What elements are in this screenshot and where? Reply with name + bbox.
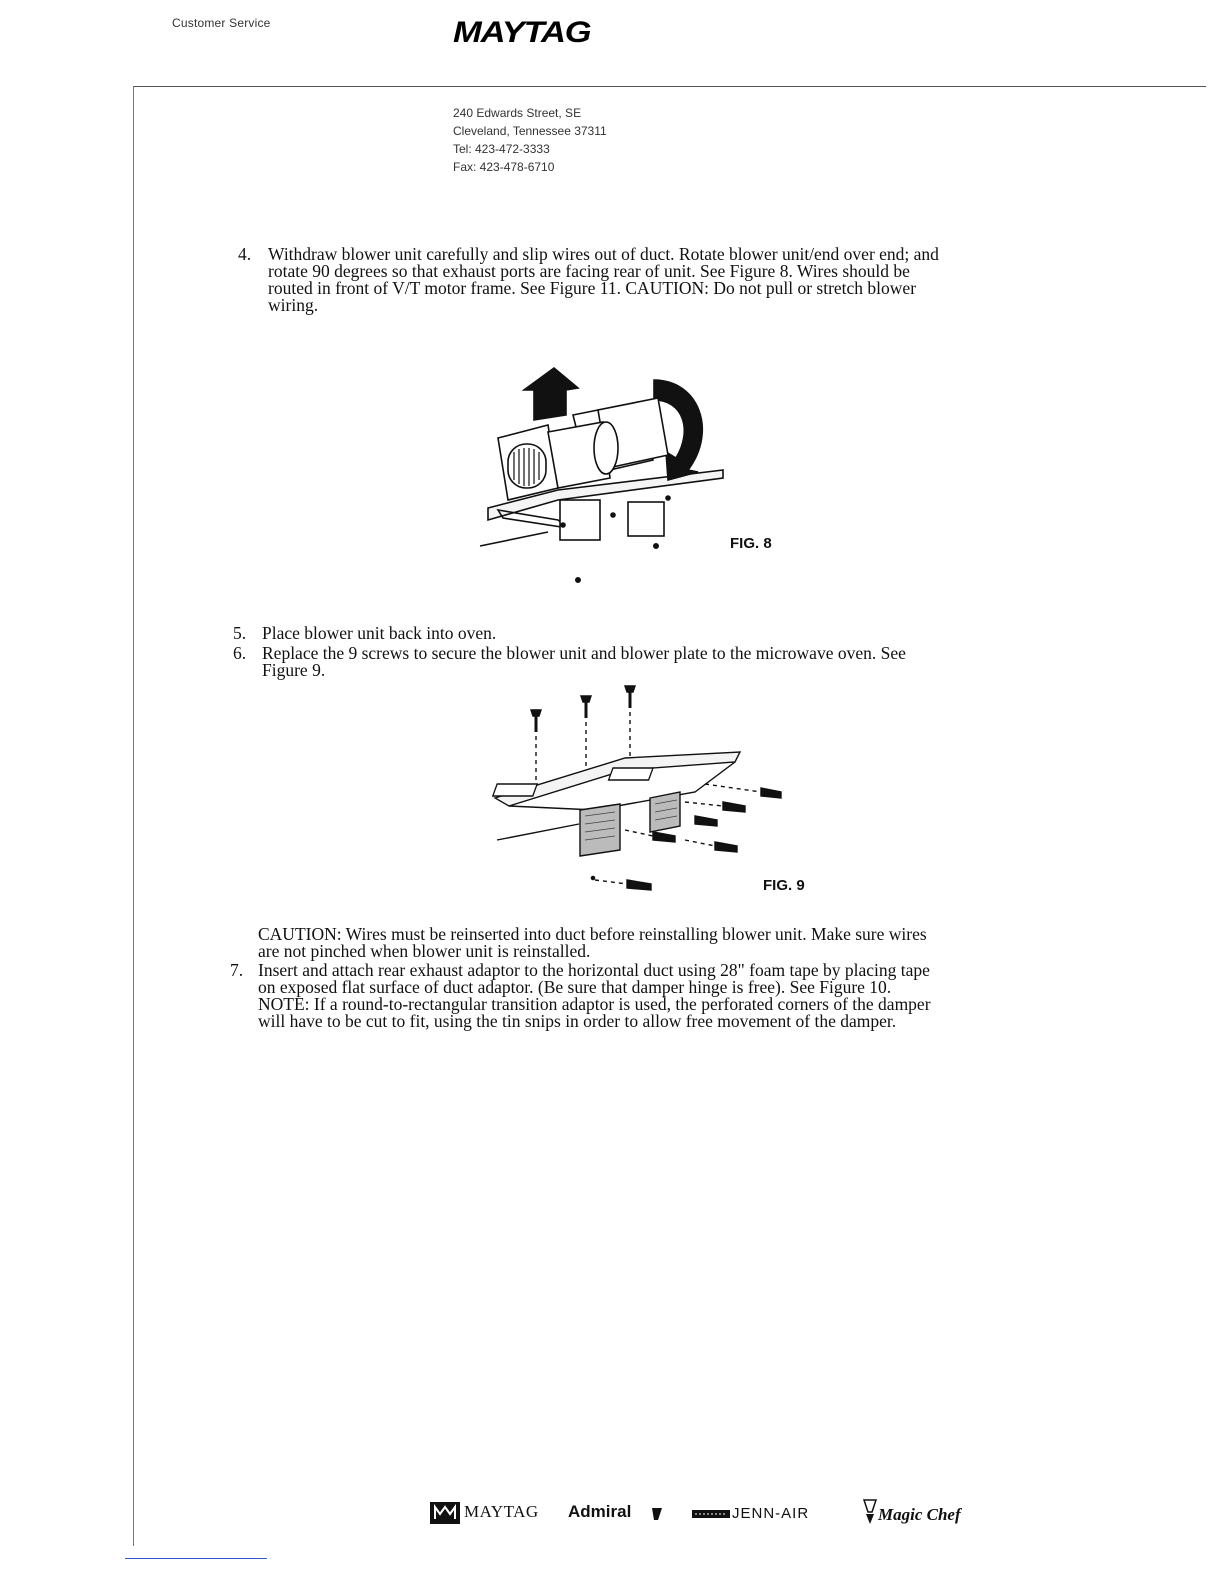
figure-8-illustration [478,360,728,590]
brand-maytag: MAYTAG [464,1502,539,1521]
magic-chef-hat-icon [860,1496,880,1526]
figure-8-label: FIG. 8 [730,535,772,552]
step-line: wiring. [268,295,319,315]
brand-admiral: Admiral [568,1502,632,1521]
step-5 [233,625,1073,645]
address-tel: Tel: 423-472-3333 [453,142,550,156]
step-6 [233,645,1073,685]
caution-line: CAUTION: Wires must be reinserted into duct before reinstalling blower unit. Make sure wires [258,924,927,944]
step-line: Place blower unit back into oven. [262,623,497,643]
header-customer-service: Customer Service [172,16,271,30]
step-line: Withdraw blower unit carefully and slip wires out of duct. Rotate blower unit/end over end; and [268,244,939,264]
step-number: 5. [233,623,247,643]
bottom-link-underline [125,1558,267,1559]
step-number: 7. [230,960,244,980]
admiral-flag-icon [650,1506,664,1522]
step-line: Replace the 9 screws to secure the blower unit and blower plate to the microwave oven. See [262,643,906,663]
step-line: NOTE: If a round-to-rectangular transition adaptor is used, the perforated corners of the damper [258,994,931,1014]
address-fax: Fax: 423-478-6710 [453,160,555,174]
address-street: 240 Edwards Street, SE [453,106,582,120]
step-4 [238,246,1078,326]
step-line: Figure 9. [262,660,326,680]
footer-brand-logos [430,1496,1000,1536]
address-city: Cleveland, Tennessee 37311 [453,124,607,138]
address-block [453,104,607,176]
step-line: on exposed flat surface of duct adaptor. (Be sure that damper hinge is free). See Figure 10. [258,977,892,997]
brand-magic-chef: Magic Chef [878,1505,961,1524]
jenn-air-bar-icon [692,1510,730,1518]
step-line: Insert and attach rear exhaust adaptor to the horizontal duct using 28" foam tape by placing tape [258,960,930,980]
step-number: 4. [238,244,252,264]
step-line: rotate 90 degrees so that exhaust ports are facing rear of unit. See Figure 8. Wires should be [268,261,910,281]
screw-icon [531,710,541,780]
header-divider [133,86,1206,87]
step-line: will have to be cut to fit, using the tin snips in order to allow free movement of the damper. [258,1011,897,1031]
caution-line: are not pinched when blower unit is reinstalled. [258,941,591,961]
maytag-emblem-icon [430,1502,460,1524]
step-7 [230,962,1080,1042]
step-line: routed in front of V/T motor frame. See Figure 11. CAUTION: Do not pull or stretch blower [268,278,917,298]
step-number: 6. [233,643,247,663]
left-margin-rule [133,86,134,1546]
brand-jenn-air: JENN-AIR [732,1505,810,1522]
maytag-logo: MAYTAG [453,16,591,49]
figure-9-illustration [495,680,795,895]
figure-9-label: FIG. 9 [763,877,805,894]
